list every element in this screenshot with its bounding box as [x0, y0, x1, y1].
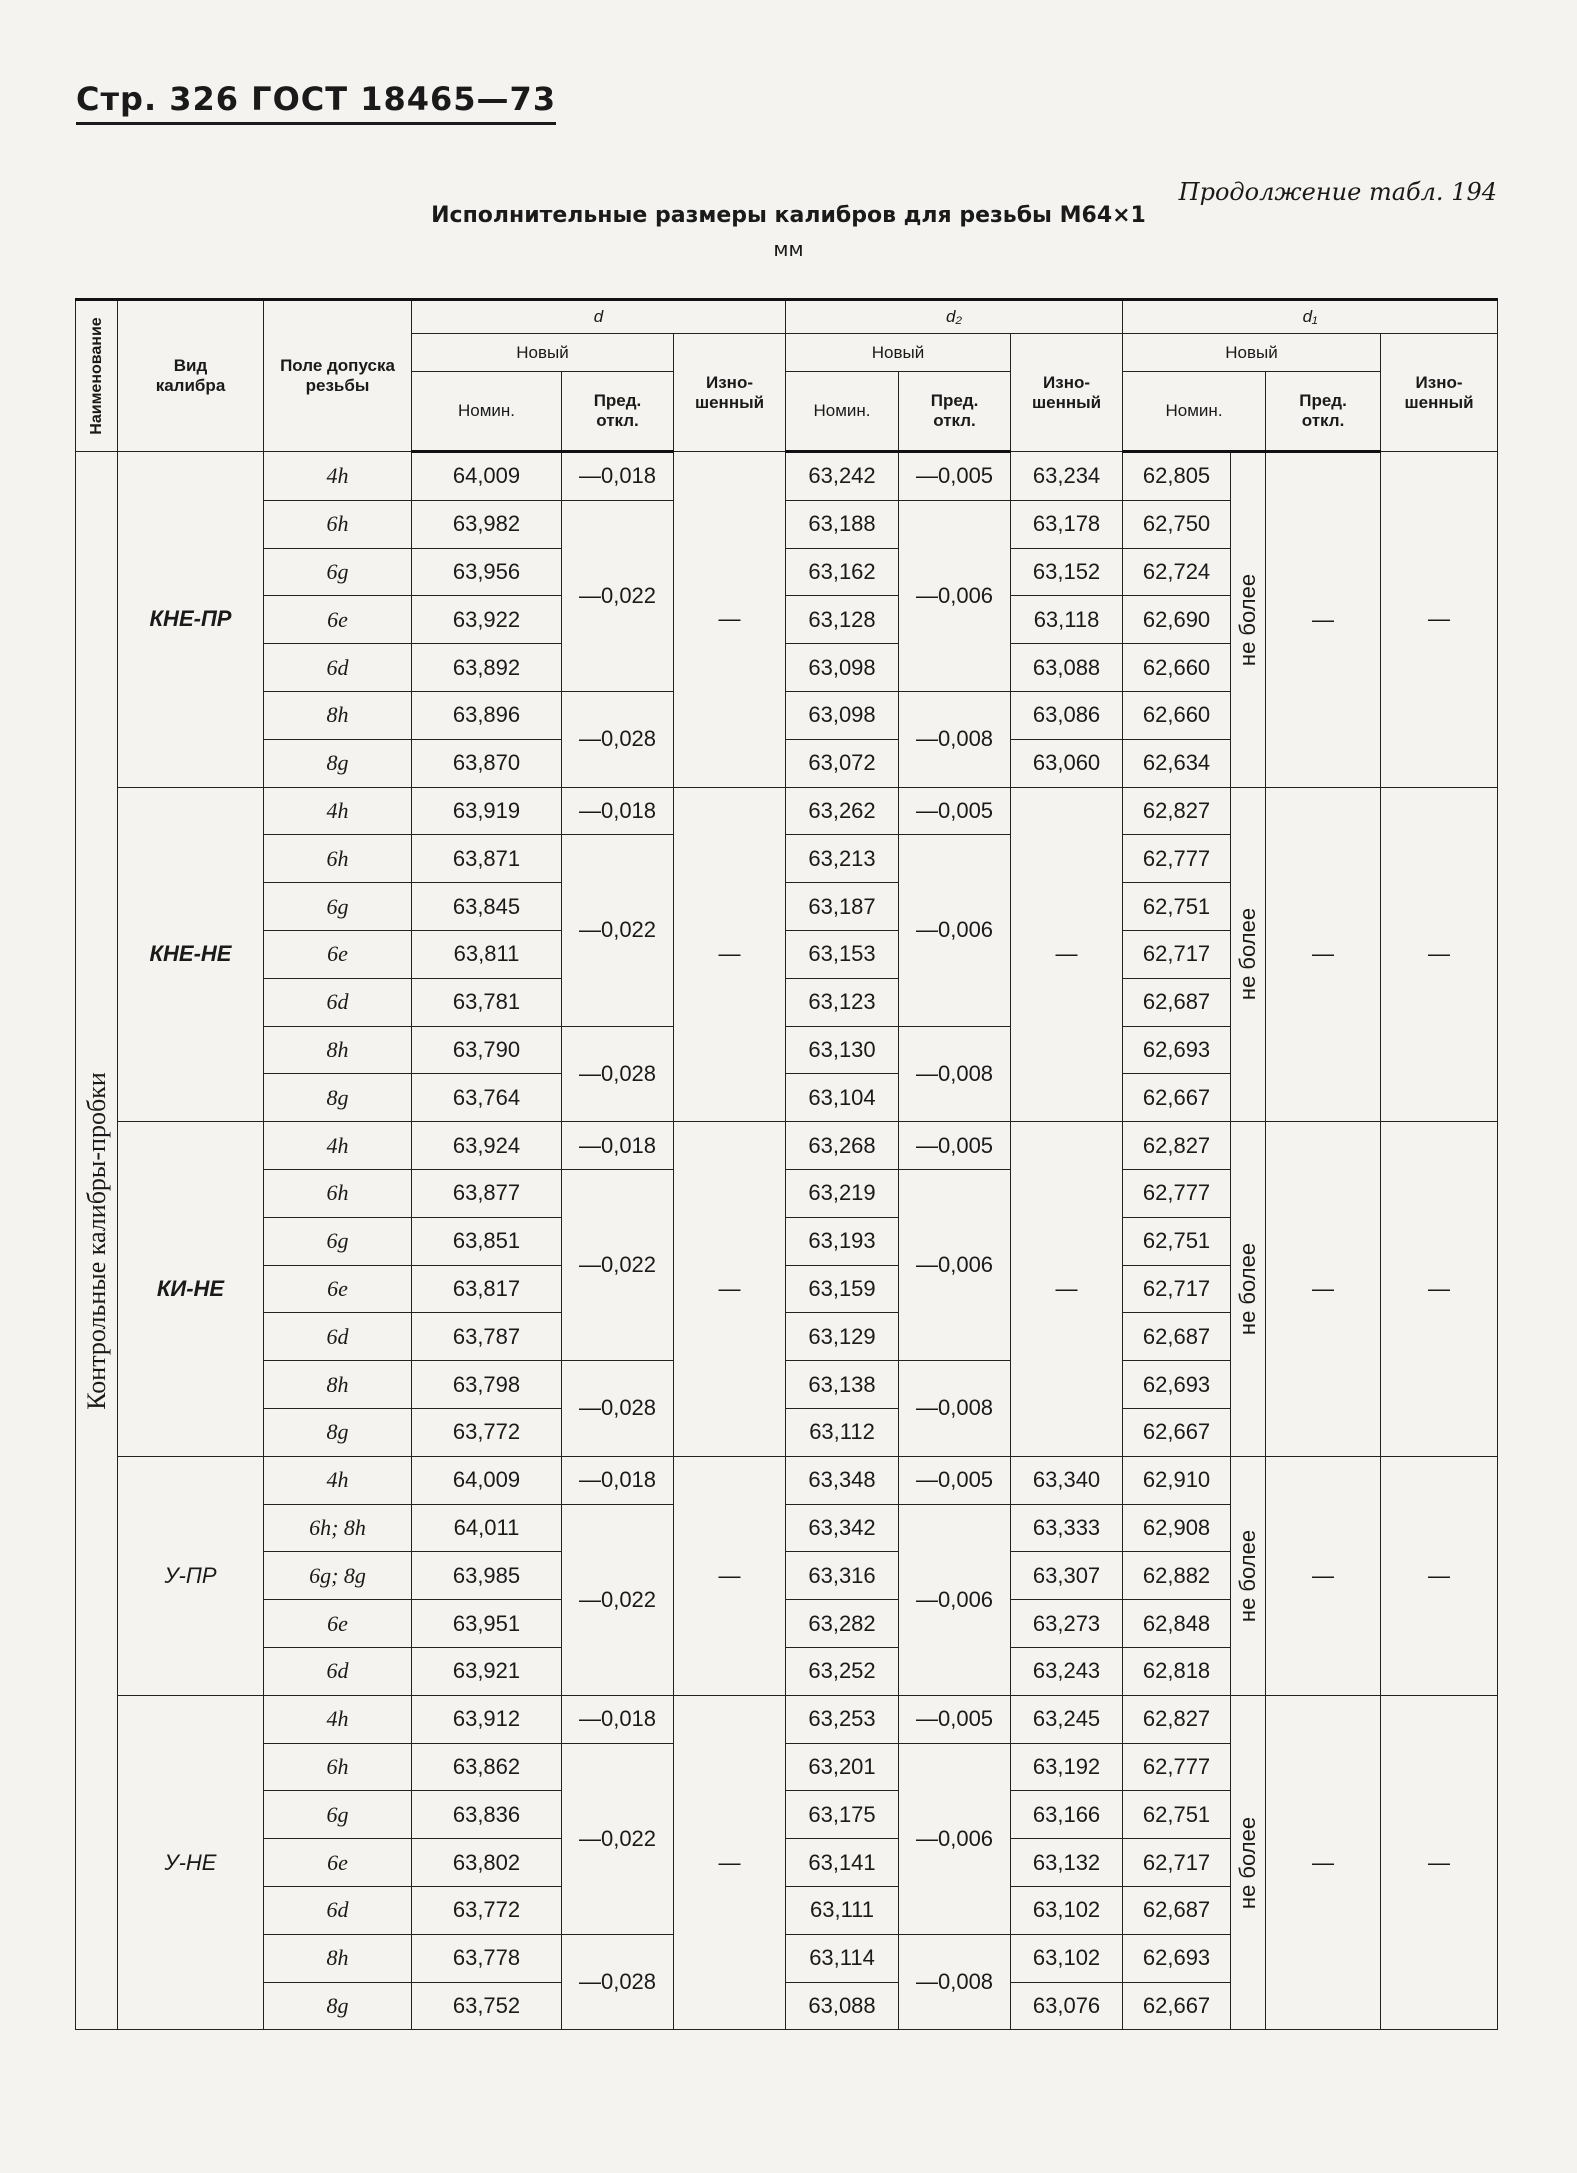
d2-nom-cell: 63,112 — [786, 1408, 899, 1456]
table-title: Исполнительные размеры калибров для резьбы М64×1 — [431, 203, 1146, 228]
d1-nom-cell: 62,910 — [1123, 1456, 1231, 1504]
d1-not-more-cell: не более — [1231, 787, 1266, 1122]
tolerance-field-cell: 8g — [264, 1074, 412, 1122]
d1-nom-cell: 62,693 — [1123, 1026, 1231, 1074]
col-header-d-worn: Изно-шенный — [674, 334, 786, 452]
tolerance-field-cell: 4h — [264, 787, 412, 835]
d1-worn-cell: — — [1381, 1456, 1498, 1695]
d1-nom-cell: 62,882 — [1123, 1552, 1231, 1600]
d1-dev-cell: — — [1266, 1122, 1381, 1457]
d-worn-cell: — — [674, 1456, 786, 1695]
d2-nom-cell: 63,252 — [786, 1647, 899, 1695]
d-nom-cell: 63,772 — [412, 1886, 562, 1934]
d2-worn-cell: 63,192 — [1011, 1743, 1123, 1791]
d2-nom-cell: 63,282 — [786, 1600, 899, 1648]
table-row — [76, 452, 1498, 501]
d-nom-cell: 63,862 — [412, 1743, 562, 1791]
table-continuation-note: Продолжение табл. 194 — [1178, 178, 1497, 206]
col-header-d1-dev: Пред. откл. — [1266, 372, 1381, 452]
d2-worn-cell: 63,243 — [1011, 1647, 1123, 1695]
d-nom-cell: 63,951 — [412, 1600, 562, 1648]
tolerance-field-cell: 6g — [264, 548, 412, 596]
d2-dev-cell: —0,008 — [899, 691, 1011, 787]
gauge-dimensions-table — [75, 298, 1498, 2030]
d1-nom-cell: 62,827 — [1123, 1695, 1231, 1743]
d2-nom-cell: 63,138 — [786, 1361, 899, 1409]
gauge-kind-cell: КИ-НЕ — [118, 1122, 264, 1457]
tolerance-field-cell: 6d — [264, 1313, 412, 1361]
table-row — [76, 787, 1498, 835]
d1-nom-cell: 62,818 — [1123, 1647, 1231, 1695]
d1-nom-cell: 62,687 — [1123, 978, 1231, 1026]
d2-worn-cell: 63,245 — [1011, 1695, 1123, 1743]
d1-nom-cell: 62,660 — [1123, 691, 1231, 739]
d2-dev-cell: —0,005 — [899, 1122, 1011, 1170]
d2-nom-cell: 63,111 — [786, 1886, 899, 1934]
d2-nom-cell: 63,342 — [786, 1504, 899, 1552]
col-header-d-nom: Номин. — [412, 372, 562, 452]
d1-dev-cell: — — [1266, 1456, 1381, 1695]
d2-dev-cell: —0,006 — [899, 1169, 1011, 1360]
d2-dev-cell: —0,006 — [899, 835, 1011, 1026]
tolerance-field-cell: 6h — [264, 1743, 412, 1791]
d2-nom-cell: 63,316 — [786, 1552, 899, 1600]
col-header-d1-worn: Изно-шенный — [1381, 334, 1498, 452]
col-header-d1-new: Новый — [1123, 334, 1381, 372]
tolerance-field-cell: 6e — [264, 596, 412, 644]
d1-nom-cell: 62,750 — [1123, 500, 1231, 548]
d2-worn-cell: 63,060 — [1011, 739, 1123, 787]
d-nom-cell: 63,752 — [412, 1982, 562, 2030]
tolerance-field-cell: 6h; 8h — [264, 1504, 412, 1552]
d-nom-cell: 64,009 — [412, 1456, 562, 1504]
tolerance-field-cell: 4h — [264, 452, 412, 501]
gauge-kind-cell: У-НЕ — [118, 1695, 264, 2030]
d1-nom-cell: 62,634 — [1123, 739, 1231, 787]
d2-dev-cell: —0,005 — [899, 787, 1011, 835]
d1-nom-cell: 62,690 — [1123, 596, 1231, 644]
d-nom-cell: 64,009 — [412, 452, 562, 501]
d-nom-cell: 63,870 — [412, 739, 562, 787]
col-header-kind: Вид калибра — [118, 300, 264, 452]
d2-nom-cell: 63,141 — [786, 1839, 899, 1887]
d2-worn-cell: 63,234 — [1011, 452, 1123, 501]
d2-nom-cell: 63,213 — [786, 835, 899, 883]
d2-worn-cell: 63,333 — [1011, 1504, 1123, 1552]
tolerance-field-cell: 4h — [264, 1456, 412, 1504]
d1-not-more-cell: не более — [1231, 1695, 1266, 2030]
d2-nom-cell: 63,159 — [786, 1265, 899, 1313]
d-nom-cell: 63,798 — [412, 1361, 562, 1409]
group-name-cell: Контрольные калибры-пробки — [76, 452, 118, 2030]
d1-nom-cell: 62,717 — [1123, 1839, 1231, 1887]
gauge-kind-cell: У-ПР — [118, 1456, 264, 1695]
d1-not-more-cell: не более — [1231, 1456, 1266, 1695]
col-header-d2-dev: Пред. откл. — [899, 372, 1011, 452]
tolerance-field-cell: 6g — [264, 1217, 412, 1265]
d-nom-cell: 63,912 — [412, 1695, 562, 1743]
tolerance-field-cell: 6e — [264, 930, 412, 978]
d-nom-cell: 63,790 — [412, 1026, 562, 1074]
d-dev-cell: —0,022 — [562, 1743, 674, 1934]
d2-worn-cell: 63,076 — [1011, 1982, 1123, 2030]
tolerance-field-cell: 6e — [264, 1265, 412, 1313]
d2-nom-cell: 63,162 — [786, 548, 899, 596]
d-worn-cell: — — [674, 787, 786, 1122]
d-dev-cell: —0,018 — [562, 452, 674, 501]
d1-nom-cell: 62,717 — [1123, 1265, 1231, 1313]
d2-nom-cell: 63,253 — [786, 1695, 899, 1743]
d-dev-cell: —0,018 — [562, 1122, 674, 1170]
table-row — [76, 1456, 1498, 1504]
d-nom-cell: 63,781 — [412, 978, 562, 1026]
tolerance-field-cell: 8h — [264, 1934, 412, 1982]
d-dev-cell: —0,018 — [562, 787, 674, 835]
d2-worn-cell: 63,102 — [1011, 1934, 1123, 1982]
d2-worn-cell: 63,102 — [1011, 1886, 1123, 1934]
d2-nom-cell: 63,188 — [786, 500, 899, 548]
col-header-d2: d₂ — [786, 300, 1123, 334]
d-nom-cell: 63,919 — [412, 787, 562, 835]
d-worn-cell: — — [674, 1695, 786, 2030]
d1-nom-cell: 62,667 — [1123, 1408, 1231, 1456]
d2-dev-cell: —0,005 — [899, 1456, 1011, 1504]
d2-nom-cell: 63,219 — [786, 1169, 899, 1217]
d2-dev-cell: —0,005 — [899, 452, 1011, 501]
d1-worn-cell: — — [1381, 452, 1498, 788]
d2-nom-cell: 63,175 — [786, 1791, 899, 1839]
d1-worn-cell: — — [1381, 787, 1498, 1122]
d-nom-cell: 63,836 — [412, 1791, 562, 1839]
tolerance-field-cell: 8g — [264, 1408, 412, 1456]
d2-nom-cell: 63,193 — [786, 1217, 899, 1265]
d1-nom-cell: 62,751 — [1123, 1217, 1231, 1265]
d2-worn-cell: 63,118 — [1011, 596, 1123, 644]
d2-nom-cell: 63,088 — [786, 1982, 899, 2030]
d2-worn-cell: 63,178 — [1011, 500, 1123, 548]
d2-nom-cell: 63,098 — [786, 691, 899, 739]
d1-worn-cell: — — [1381, 1122, 1498, 1457]
tolerance-field-cell: 6e — [264, 1600, 412, 1648]
d-nom-cell: 64,011 — [412, 1504, 562, 1552]
d1-nom-cell: 62,777 — [1123, 1743, 1231, 1791]
d2-nom-cell: 63,187 — [786, 883, 899, 931]
table-row — [76, 1695, 1498, 1743]
col-header-field: Поле допуска резьбы — [264, 300, 412, 452]
d-nom-cell: 63,985 — [412, 1552, 562, 1600]
d2-worn-cell: 63,166 — [1011, 1791, 1123, 1839]
d2-dev-cell: —0,008 — [899, 1361, 1011, 1457]
col-header-d-new: Новый — [412, 334, 674, 372]
d-dev-cell: —0,028 — [562, 1026, 674, 1122]
tolerance-field-cell: 8h — [264, 691, 412, 739]
d1-nom-cell: 62,693 — [1123, 1934, 1231, 1982]
d2-worn-cell: 63,307 — [1011, 1552, 1123, 1600]
tolerance-field-cell: 6h — [264, 1169, 412, 1217]
d1-worn-cell: — — [1381, 1695, 1498, 2030]
d-dev-cell: —0,022 — [562, 1169, 674, 1360]
d-dev-cell: —0,022 — [562, 1504, 674, 1695]
d1-dev-cell: — — [1266, 787, 1381, 1122]
d2-nom-cell: 63,104 — [786, 1074, 899, 1122]
d-nom-cell: 63,787 — [412, 1313, 562, 1361]
d2-dev-cell: —0,006 — [899, 1743, 1011, 1934]
col-header-d2-new: Новый — [786, 334, 1011, 372]
col-header-d: d — [412, 300, 786, 334]
d1-nom-cell: 62,693 — [1123, 1361, 1231, 1409]
d-nom-cell: 63,802 — [412, 1839, 562, 1887]
d-dev-cell: —0,022 — [562, 500, 674, 691]
table-row — [76, 1122, 1498, 1170]
d-nom-cell: 63,778 — [412, 1934, 562, 1982]
d1-nom-cell: 62,717 — [1123, 930, 1231, 978]
d2-nom-cell: 63,128 — [786, 596, 899, 644]
d-nom-cell: 63,845 — [412, 883, 562, 931]
d1-nom-cell: 62,751 — [1123, 1791, 1231, 1839]
d-nom-cell: 63,851 — [412, 1217, 562, 1265]
d1-nom-cell: 62,687 — [1123, 1313, 1231, 1361]
tolerance-field-cell: 6d — [264, 1886, 412, 1934]
tolerance-field-cell: 6h — [264, 835, 412, 883]
d2-dev-cell: —0,005 — [899, 1695, 1011, 1743]
tolerance-field-cell: 8g — [264, 739, 412, 787]
col-header-d2-nom: Номин. — [786, 372, 899, 452]
tolerance-field-cell: 8h — [264, 1026, 412, 1074]
page-header: Стр. 326 ГОСТ 18465—73 — [76, 80, 556, 125]
d1-nom-cell: 62,667 — [1123, 1982, 1231, 2030]
d2-nom-cell: 63,348 — [786, 1456, 899, 1504]
col-header-d2-worn: Изно-шенный — [1011, 334, 1123, 452]
gauge-kind-cell: КНЕ-НЕ — [118, 787, 264, 1122]
d2-nom-cell: 63,098 — [786, 644, 899, 692]
d2-worn-cell: 63,273 — [1011, 1600, 1123, 1648]
d1-nom-cell: 62,724 — [1123, 548, 1231, 596]
d2-dev-cell: —0,008 — [899, 1934, 1011, 2030]
d2-nom-cell: 63,072 — [786, 739, 899, 787]
d2-dev-cell: —0,006 — [899, 500, 1011, 691]
d2-worn-cell: — — [1011, 787, 1123, 1122]
d2-nom-cell: 63,130 — [786, 1026, 899, 1074]
d-dev-cell: —0,022 — [562, 835, 674, 1026]
d-nom-cell: 63,924 — [412, 1122, 562, 1170]
tolerance-field-cell: 8h — [264, 1361, 412, 1409]
d-worn-cell: — — [674, 452, 786, 788]
d1-nom-cell: 62,687 — [1123, 1886, 1231, 1934]
d2-worn-cell: — — [1011, 1122, 1123, 1457]
tolerance-field-cell: 8g — [264, 1982, 412, 2030]
d-nom-cell: 63,877 — [412, 1169, 562, 1217]
d2-worn-cell: 63,132 — [1011, 1839, 1123, 1887]
d-nom-cell: 63,811 — [412, 930, 562, 978]
d1-nom-cell: 62,667 — [1123, 1074, 1231, 1122]
col-header-d1: d₁ — [1123, 300, 1498, 334]
d-dev-cell: —0,018 — [562, 1456, 674, 1504]
d1-nom-cell: 62,827 — [1123, 1122, 1231, 1170]
d1-dev-cell: — — [1266, 452, 1381, 788]
d-dev-cell: —0,028 — [562, 1361, 674, 1457]
d1-nom-cell: 62,848 — [1123, 1600, 1231, 1648]
gauge-kind-cell: КНЕ-ПР — [118, 452, 264, 788]
d1-nom-cell: 62,777 — [1123, 1169, 1231, 1217]
tolerance-field-cell: 6d — [264, 644, 412, 692]
d-dev-cell: —0,028 — [562, 1934, 674, 2030]
d1-nom-cell: 62,660 — [1123, 644, 1231, 692]
tolerance-field-cell: 4h — [264, 1122, 412, 1170]
tolerance-field-cell: 6d — [264, 978, 412, 1026]
col-header-d-dev: Пред. откл. — [562, 372, 674, 452]
d1-dev-cell: — — [1266, 1695, 1381, 2030]
d2-worn-cell: 63,152 — [1011, 548, 1123, 596]
d2-nom-cell: 63,201 — [786, 1743, 899, 1791]
d-nom-cell: 63,922 — [412, 596, 562, 644]
d-nom-cell: 63,921 — [412, 1647, 562, 1695]
d1-nom-cell: 62,908 — [1123, 1504, 1231, 1552]
d2-worn-cell: 63,088 — [1011, 644, 1123, 692]
d-nom-cell: 63,982 — [412, 500, 562, 548]
d1-nom-cell: 62,777 — [1123, 835, 1231, 883]
d1-nom-cell: 62,827 — [1123, 787, 1231, 835]
d-nom-cell: 63,764 — [412, 1074, 562, 1122]
d-nom-cell: 63,892 — [412, 644, 562, 692]
d-nom-cell: 63,772 — [412, 1408, 562, 1456]
d2-nom-cell: 63,268 — [786, 1122, 899, 1170]
d1-not-more-cell: не более — [1231, 1122, 1266, 1457]
tolerance-field-cell: 6g — [264, 1791, 412, 1839]
d-worn-cell: — — [674, 1122, 786, 1457]
d2-worn-cell: 63,340 — [1011, 1456, 1123, 1504]
d2-nom-cell: 63,129 — [786, 1313, 899, 1361]
tolerance-field-cell: 6e — [264, 1839, 412, 1887]
tolerance-field-cell: 6g — [264, 883, 412, 931]
d-dev-cell: —0,028 — [562, 691, 674, 787]
tolerance-field-cell: 4h — [264, 1695, 412, 1743]
d1-nom-cell: 62,751 — [1123, 883, 1231, 931]
d2-worn-cell: 63,086 — [1011, 691, 1123, 739]
d2-dev-cell: —0,006 — [899, 1504, 1011, 1695]
d2-nom-cell: 63,262 — [786, 787, 899, 835]
d1-not-more-cell: не более — [1231, 452, 1266, 788]
d2-nom-cell: 63,242 — [786, 452, 899, 501]
d-nom-cell: 63,896 — [412, 691, 562, 739]
col-header-name: Наименование — [76, 300, 118, 452]
d-dev-cell: —0,018 — [562, 1695, 674, 1743]
table-unit: мм — [773, 237, 804, 261]
d2-nom-cell: 63,123 — [786, 978, 899, 1026]
d-nom-cell: 63,956 — [412, 548, 562, 596]
d2-nom-cell: 63,153 — [786, 930, 899, 978]
d2-dev-cell: —0,008 — [899, 1026, 1011, 1122]
tolerance-field-cell: 6d — [264, 1647, 412, 1695]
tolerance-field-cell: 6h — [264, 500, 412, 548]
tolerance-field-cell: 6g; 8g — [264, 1552, 412, 1600]
d-nom-cell: 63,871 — [412, 835, 562, 883]
d2-nom-cell: 63,114 — [786, 1934, 899, 1982]
col-header-d1-nom: Номин. — [1123, 372, 1266, 452]
d-nom-cell: 63,817 — [412, 1265, 562, 1313]
d1-nom-cell: 62,805 — [1123, 452, 1231, 501]
